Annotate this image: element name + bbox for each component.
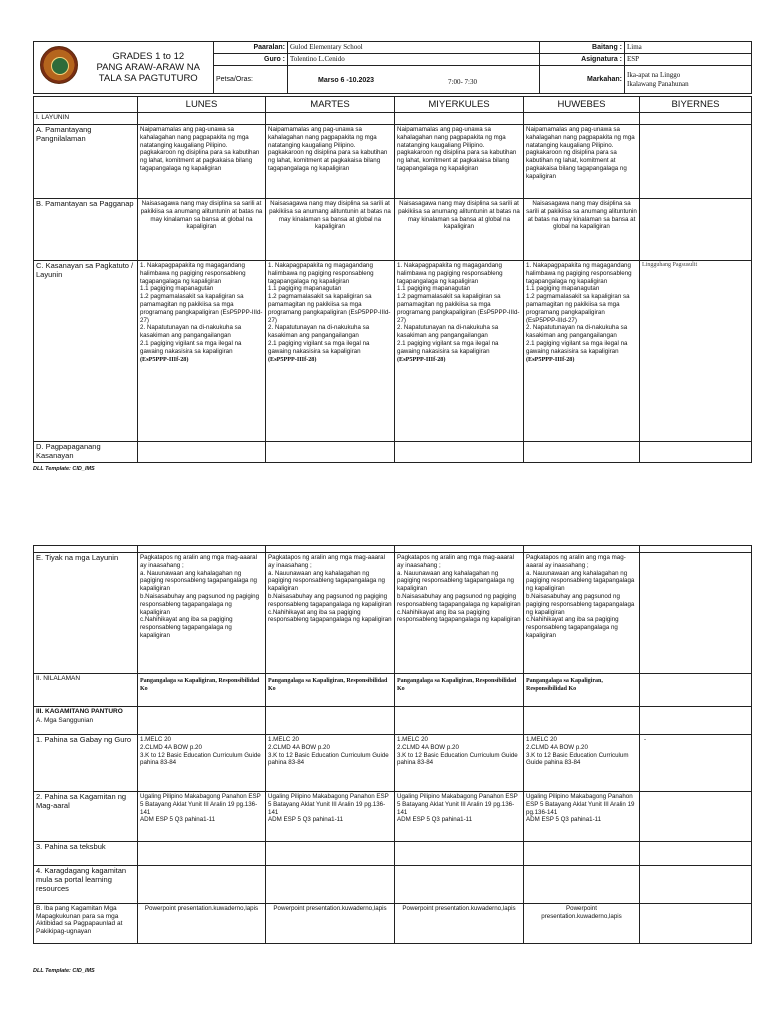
iba-huwebes: Powerpoint presentation.kuwaderno,lapis (524, 904, 640, 944)
nilalaman-miyerkules: Pangangalaga sa Kapaligiran, Responsibilidad Ko (395, 674, 524, 707)
c-line: 1.2 pagmamalasakit sa kapaligiran sa pamamagitan ng pakikiisa sa mga (397, 293, 501, 308)
guro-label: Guro : (214, 54, 288, 66)
c-line: 1.2 pagmamalasakit sa kapaligiran sa pamamagitan ng pakikiisa sa mga (526, 293, 630, 308)
c-line: 1.1 pagiging mapanagutan (140, 285, 214, 293)
day-header-huwebes: HUWEBES (524, 97, 640, 113)
kag-line: Ugaling Pilipino Makabagong Panahon ESP 5 Batayang Aklat Yunit III Aralin 19 pg.136-141 (140, 793, 261, 816)
c-line: 1. Nakapagpapakita ng magagandang halimbawa ng pagiging responsableng tagapangalaga ng kapaligiran (397, 262, 503, 285)
gabay-line: 1.MELC 20 (397, 736, 428, 743)
kag-line: Ugaling Pilipino Makabagong Panahon ESP 5 Batayang Aklat Yunit III Aralin 19 pg.136-141 (268, 793, 389, 816)
b-huwebes: Naisasagawa nang may disiplina sa sarili at pakikiisa sa anumang alituntunin at batas na may kinalaman sa bansa at global na kapaligiran (524, 199, 640, 261)
b-biyernes (640, 199, 752, 261)
e-miyerkules (395, 553, 524, 674)
e-line: c.Nahihikayat ang iba sa pagiging responsableng tagapangalaga ng kapaligiran (526, 616, 619, 639)
karagdagang-kagamitan-label: 4. Karagdagang kagamitan mula sa portal learning resources (34, 866, 138, 904)
c-line: 2. Napatutunayan na di-nakukuha sa kasakiman ang pangangailangan (526, 324, 628, 340)
petsa-label: Petsa/Oras: (214, 66, 288, 94)
c-line: 2. Napatutunayan na di-nakukuha sa kasakiman ang pangangailangan (397, 324, 499, 340)
day-header-martes: MARTES (266, 97, 395, 113)
kag-huwebes (524, 792, 640, 842)
c-line: programang pangkapaligiran (EsP5PPP-IIId-27) (397, 308, 520, 324)
pamantayang-pangnilalaman-label: A. Pamantayang Pangnilalaman (34, 125, 138, 199)
oras-value: 7:00- 7:30 (448, 78, 477, 86)
e-line: a. Nauunawaan ang kahalagahan ng pagiging responsableng tagapangalaga ng kapaligiran (397, 569, 514, 593)
c-line: 2. Napatutunayan na di-nakukuha sa kasakiman ang pangangailangan (140, 324, 242, 340)
e-martes (266, 553, 395, 674)
iba-lunes: Powerpoint presentation.kuwaderno,lapis (138, 904, 266, 944)
title-line-1: GRADES 1 to 12 (112, 51, 185, 62)
day-header-lunes: LUNES (138, 97, 266, 113)
gabay-line: 1.MELC 20 (268, 736, 299, 743)
kag-miyerkules (395, 792, 524, 842)
c-line: 2.1 pagiging vigilant sa mga ilegal na gawaing nakasisira sa kapaligiran (397, 339, 499, 355)
kag-line: ADM ESP 5 Q3 pahina1-11 (397, 816, 473, 824)
tiyak-na-layunin-label: E. Tiyak na mga Layunin (34, 553, 138, 674)
nilalaman-biyernes (640, 674, 752, 707)
gabay-line: 3.K to 12 Basic Education Curriculum Guide pahina 83-84 (397, 751, 518, 767)
c-huwebes (524, 261, 640, 442)
mga-sanggunian-label: A. Mga Sanggunian (36, 716, 94, 724)
gabay-ng-guro-label: 1. Pahina sa Gabay ng Guro (34, 735, 138, 792)
baitang-label: Baitang : (540, 42, 625, 54)
c-code: (EsP5PPP-IIIf-28) (526, 355, 575, 363)
asignatura-label: Asignatura : (540, 54, 625, 66)
kagamitang-panturo-label (34, 707, 138, 735)
markahan-line-1: Ika-apat na Linggo (627, 70, 681, 79)
e-line: c.Nahihikayat ang iba sa pagiging responsableng tagapangalaga ng kapaligiran (140, 616, 233, 639)
c-line: 1.2 pagmamalasakit sa kapaligiran sa pamamagitan ng pakikiisa sa mga (140, 293, 244, 308)
iba-martes: Powerpoint presentation.kuwaderno,lapis (266, 904, 395, 944)
e-line: c.Nahihikayat ang iba sa pagiging responsableng tagapangalaga ng kapaligiran (268, 608, 392, 624)
iba-pang-kagamitan-label: B. Iba pang Kagamitan Mga Mapagkukunan para sa mga Aktibidad sa Pagpapaunlad at Pakikipag-ugnayan (34, 904, 138, 944)
gabay-line: 3.K to 12 Basic Education Curriculum Guide pahina 83-84 (140, 751, 261, 767)
nilalaman-huwebes: Pangangalaga sa Kapaligiran, Responsibilidad Ko (524, 674, 640, 707)
kag-line: Ugaling Pilipino Makabagong Panahon ESP 5 Batayang Aklat Yunit III Aralin 19 pg.136-141 (526, 793, 635, 816)
c-biyernes (640, 261, 752, 442)
c-line: 1. Nakapagpapakita ng magagandang halimbawa ng pagiging responsableng tagapangalaga ng kapaligiran (526, 262, 632, 285)
gabay-miyerkules (395, 735, 524, 792)
e-line: a. Nauunawaan ang kahalagahan ng pagiging responsableng tagapangalaga ng kapaligiran (268, 569, 385, 593)
e-line: b.Naisasabuhay ang pagsunod ng pagiging responsableng tagapangalaga ng kapaligiran (526, 592, 635, 616)
school-seal-icon (40, 46, 78, 84)
kag-line: ADM ESP 5 Q3 pahina1-11 (526, 816, 602, 824)
c-line: 1. Nakapagpapakita ng magagandang halimbawa ng pagiging responsableng tagapangalaga ng kapaligiran (140, 262, 246, 285)
c-martes (266, 261, 395, 442)
pagpapaganang-kasanayan-label: D. Pagpapaganang Kasanayan (34, 442, 138, 463)
e-line: Pagkatapos ng aralin ang mga mag-aaaral ay inaasahang ; (397, 554, 514, 569)
gabay-line: 1.MELC 20 (526, 736, 557, 743)
gabay-huwebes (524, 735, 640, 792)
gabay-line: 3.K to 12 Basic Education Curriculum Guide pahina 83-84 (268, 751, 389, 767)
iba-biyernes (640, 904, 752, 944)
kag-lunes (138, 792, 266, 842)
gabay-biyernes: - (640, 735, 752, 792)
markahan-value (625, 66, 752, 94)
e-line: Pagkatapos ng aralin ang mga mag-aaaral ay inaasahang ; (526, 554, 626, 569)
c-code: (EsP5PPP-IIIf-28) (140, 355, 189, 363)
kag-martes (266, 792, 395, 842)
e-line: b.Naisasabuhay ang pagsunod ng pagiging responsableng tagapangalaga ng kapaligiran (268, 592, 392, 608)
title-line-2: PANG ARAW-ARAW NA (96, 62, 200, 73)
footer-1: DLL Template: CID_IMS (33, 466, 95, 472)
baitang-value: Lima (625, 42, 752, 54)
c-line: 1.1 pagiging mapanagutan (526, 285, 600, 293)
a-biyernes (640, 125, 752, 199)
e-line: Pagkatapos ng aralin ang mga mag-aaaral ay inaasahang ; (268, 554, 385, 569)
b-lunes: Naisasagawa nang may disiplina sa sarili at pakikiisa sa anumang alituntunin at batas na may kinalaman sa bansa at global na kapaligiran (138, 199, 266, 261)
a-lunes: Naipamamalas ang pag-unawa sa kahalagahan nang pagpapakita ng mga natatanging kaugaliang Pilipino. pagkakaroon ng disiplina para sa kabutihan ng lahat, komitment at pagkakaisa bilang tagapangalaga ng kapaligiran (138, 125, 266, 199)
dll-title (84, 42, 214, 94)
c-line: 2.1 pagiging vigilant sa mga ilegal na gawaing nakasisira sa kapaligiran (140, 339, 242, 355)
e-line: c.Nahihikayat ang iba sa pagiging responsableng tagapangalaga ng kapaligiran (397, 608, 521, 624)
header-table (33, 41, 752, 94)
c-line: programang pangkapaligiran (EsP5PPP-IIId-27) (526, 308, 605, 324)
gabay-line: 2.CLMD 4A BOW p.20 (140, 743, 202, 751)
c-line: 1.2 pagmamalasakit sa kapaligiran sa pamamagitan ng pakikiisa sa mga (268, 293, 372, 308)
a-miyerkules: Naipamamalas ang pag-unawa sa kahalagahan nang pagpapakita ng mga natatanging kaugaliang Pilipino. pagkakaroon ng disiplina para sa kabutihan ng lahat, komitment at pagkakaisa bilang tagapangalaga ng kapaligiran (395, 125, 524, 199)
gabay-lunes (138, 735, 266, 792)
kag-biyernes (640, 792, 752, 842)
gabay-line: 2.CLMD 4A BOW p.20 (526, 743, 588, 751)
c-code: (EsP5PPP-IIIf-28) (397, 355, 446, 363)
markahan-label: Markahan: (540, 66, 625, 94)
footer-2: DLL Template: CID_IMS (33, 968, 95, 974)
e-line: b.Naisasabuhay ang pagsunod ng pagiging responsableng tagapangalaga ng kapaligiran (397, 592, 521, 608)
c-miyerkules (395, 261, 524, 442)
section-2-table (33, 545, 752, 944)
guro-value: Tolentino L.Cenido (288, 54, 540, 66)
asignatura-value: ESP (625, 54, 752, 66)
nilalaman-label: II. NILALAMAN (34, 674, 138, 707)
paaralan-label: Paaralan: (214, 42, 288, 54)
petsa-value: Marso 6 -10.2023 (318, 77, 375, 84)
kag-line: ADM ESP 5 Q3 pahina1-11 (268, 816, 344, 824)
section-1-table (33, 96, 752, 463)
kagamitan-mag-aaral-label: 2. Pahina sa Kagamitan ng Mag-aaral (34, 792, 138, 842)
paaralan-value: Gulod Elementary School (288, 42, 540, 54)
c-line: 2.1 pagiging vigilant sa mga ilegal na gawaing nakasisira sa kapaligiran (268, 339, 370, 355)
markahan-line-2: Ikalawang Panahunan (627, 79, 689, 88)
c-lunes (138, 261, 266, 442)
b-miyerkules: Naisasagawa nang may disiplina sa sarili at pakikiisa sa anumang alituntunin at batas na may kinalaman sa bansa at global na kapaligiran (395, 199, 524, 261)
corner-cell (34, 97, 138, 113)
iba-miyerkules: Powerpoint presentation.kuwaderno,lapis (395, 904, 524, 944)
kag-line: Ugaling Pilipino Makabagong Panahon ESP 5 Batayang Aklat Yunit III Aralin 19 pg.136-141 (397, 793, 518, 816)
e-line: a. Nauunawaan ang kahalagahan ng pagiging responsableng tagapangalaga ng kapaligiran (526, 569, 635, 593)
c-code: (EsP5PPP-IIIf-28) (268, 355, 317, 363)
nilalaman-martes: Pangangalaga sa Kapaligiran, Responsibilidad Ko (266, 674, 395, 707)
gabay-line: 2.CLMD 4A BOW p.20 (268, 743, 330, 751)
c-line: 1.1 pagiging mapanagutan (397, 285, 471, 293)
e-biyernes (640, 553, 752, 674)
pamantayan-sa-pagganap-label: B. Pamantayan sa Pagganap (34, 199, 138, 261)
c-line: 2. Napatutunayan na di-nakukuha sa kasakiman ang pangangailangan (268, 324, 370, 340)
b-martes: Naisasagawa nang may disiplina sa sarili at pakikiisa sa anumang alituntunin at batas na may kinalaman sa bansa at global na kapaligiran (266, 199, 395, 261)
day-header-biyernes: BIYERNES (640, 97, 752, 113)
c-line: programang pangkapaligiran (EsP5PPP-IIId-27) (268, 308, 391, 324)
e-lunes (138, 553, 266, 674)
a-huwebes: Naipamamalas ang pag-unawa sa kahalagahan nang pagpapakita ng mga natatanging kaugaliang Pilipino. pagkakaroon ng disiplina para sa kabutihan ng lahat, komitment at pagkakaisa bilang tagapangalaga ng kapaligiran (524, 125, 640, 199)
gabay-line: 2.CLMD 4A BOW p.20 (397, 743, 459, 751)
day-header-miyerkules: MIYERKULES (395, 97, 524, 113)
layunin-label: I. LAYUNIN (34, 113, 138, 125)
title-line-3: TALA SA PAGTUTURO (98, 73, 198, 84)
teksbuk-label: 3. Pahina sa teksbuk (34, 842, 138, 866)
e-line: a. Nauunawaan ang kahalagahan ng pagiging responsableng tagapangalaga ng kapaligiran (140, 569, 257, 593)
kasanayan-label: C. Kasanayan sa Pagkatuto / Layunin (34, 261, 138, 442)
c-line: 2.1 pagiging vigilant sa mga ilegal na gawaing nakasisira sa kapaligiran (526, 339, 628, 355)
nilalaman-lunes: Pangangalaga sa Kapaligiran, Responsibilidad Ko (138, 674, 266, 707)
e-line: Pagkatapos ng aralin ang mga mag-aaaral ay inaasahang ; (140, 554, 257, 569)
lingguhang-pagsusulit: Lingguhang Pagsusulit (642, 262, 698, 268)
gabay-martes (266, 735, 395, 792)
c-line: 1.1 pagiging mapanagutan (268, 285, 342, 293)
kagamitan-label: III. KAGAMITANG PANTURO (36, 708, 123, 715)
gabay-line: 3.K to 12 Basic Education Curriculum Guide pahina 83-84 (526, 751, 629, 767)
c-line: programang pangkapaligiran (EsP5PPP-IIId-27) (140, 308, 263, 324)
gabay-line: 1.MELC 20 (140, 736, 171, 743)
e-line: b.Naisasabuhay ang pagsunod ng pagiging responsableng tagapangalaga ng kapaligiran (140, 592, 260, 616)
a-martes: Naipamamalas ang pag-unawa sa kahalagahan nang pagpapakita ng mga natatanging kaugaliang Pilipino. pagkakaroon ng disiplina para sa kabutihan ng lahat, komitment at pagkakaisa bilang tagapangalaga ng kapaligiran (266, 125, 395, 199)
e-huwebes (524, 553, 640, 674)
c-line: 1. Nakapagpapakita ng magagandang halimbawa ng pagiging responsableng tagapangalaga ng kapaligiran (268, 262, 374, 285)
kag-line: ADM ESP 5 Q3 pahina1-11 (140, 816, 216, 824)
petsa-cell (288, 66, 540, 94)
